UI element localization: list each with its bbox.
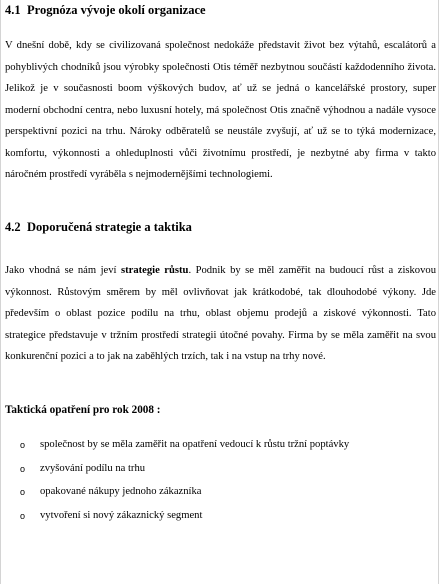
strategy-paragraph	[5, 260, 436, 368]
strategy-emphasis: strategie růstu	[120, 265, 189, 276]
list-item-text: vytvoření si nový zákaznický segment	[40, 509, 203, 521]
section-paragraph: V dnešní době, kdy se civilizovaná společnost nedokáže představit život bez výtahů, escalátorů a pohyblivých chodníků jsou výrobky společnosti Otis téměř nezbytnou součástí každodenního života. Jelikož je v současnosti boom výškových budov, ať už se jedná o kancelářské prostory, super moderní obchodní centra, nebo luxusní hotely, má společnost Otis značně výhodnou a nadále vysoce perspektivní pozici na trhu. Nároky odběratelů se neustále zvyšují, ať už se to týká modernizace, komfortu, výkonnosti a ohleduplnosti vůči životnímu prostředí, je nezbytné aby firma v takto náročném prostředí vyráběla s nejmodernějšími technologiemi.	[5, 40, 436, 180]
bullet-marker: o	[20, 463, 26, 474]
list-item	[1, 438, 439, 462]
section-heading-4-1	[5, 3, 206, 17]
section-title: Doporučená strategie a taktika	[27, 220, 192, 234]
list-item	[1, 509, 439, 533]
tactics-list	[1, 438, 439, 532]
list-item-text: opakované nákupy jednoho zákazníka	[40, 486, 202, 497]
list-item	[1, 462, 439, 486]
tactics-heading: Taktická opatření pro rok 2008 :	[5, 404, 161, 416]
bullet-marker: o	[20, 487, 26, 497]
section-number: 4.1	[5, 3, 21, 17]
bullet-marker: o	[20, 440, 26, 450]
list-item	[1, 485, 439, 509]
list-item-text: společnost by se měla zaměřit na opatření vedoucí k růstu tržní poptávky	[40, 439, 350, 450]
list-item-text: zvyšování podílu na trhu	[40, 462, 146, 474]
section-heading-4-2	[5, 220, 192, 234]
strategy-text-after: . Podnik by se měl zaměřit na budoucí růst a ziskovou výkonnost. Růstovým směrem by měl ovlivňovat jak krátkodobé, tak dlouhodobé výkony. Jde především o oblast pozice podílu na trhu, oblast objemu prodejů a ziskové výkonnosti. Tato strategice představuje v tržním prostředí strategii útočné povahy. Firma by se měla zaměřit na svou konkurenční pozici a to jak na zaběhlých trzích, tak i na vstup na trhy nové.	[5, 265, 436, 362]
section-number: 4.2	[5, 220, 21, 234]
strategy-text-before: Jako vhodná se nám jeví	[5, 265, 121, 276]
section-title: Prognóza vývoje okolí organizace	[27, 3, 206, 17]
bullet-marker: o	[20, 510, 26, 521]
